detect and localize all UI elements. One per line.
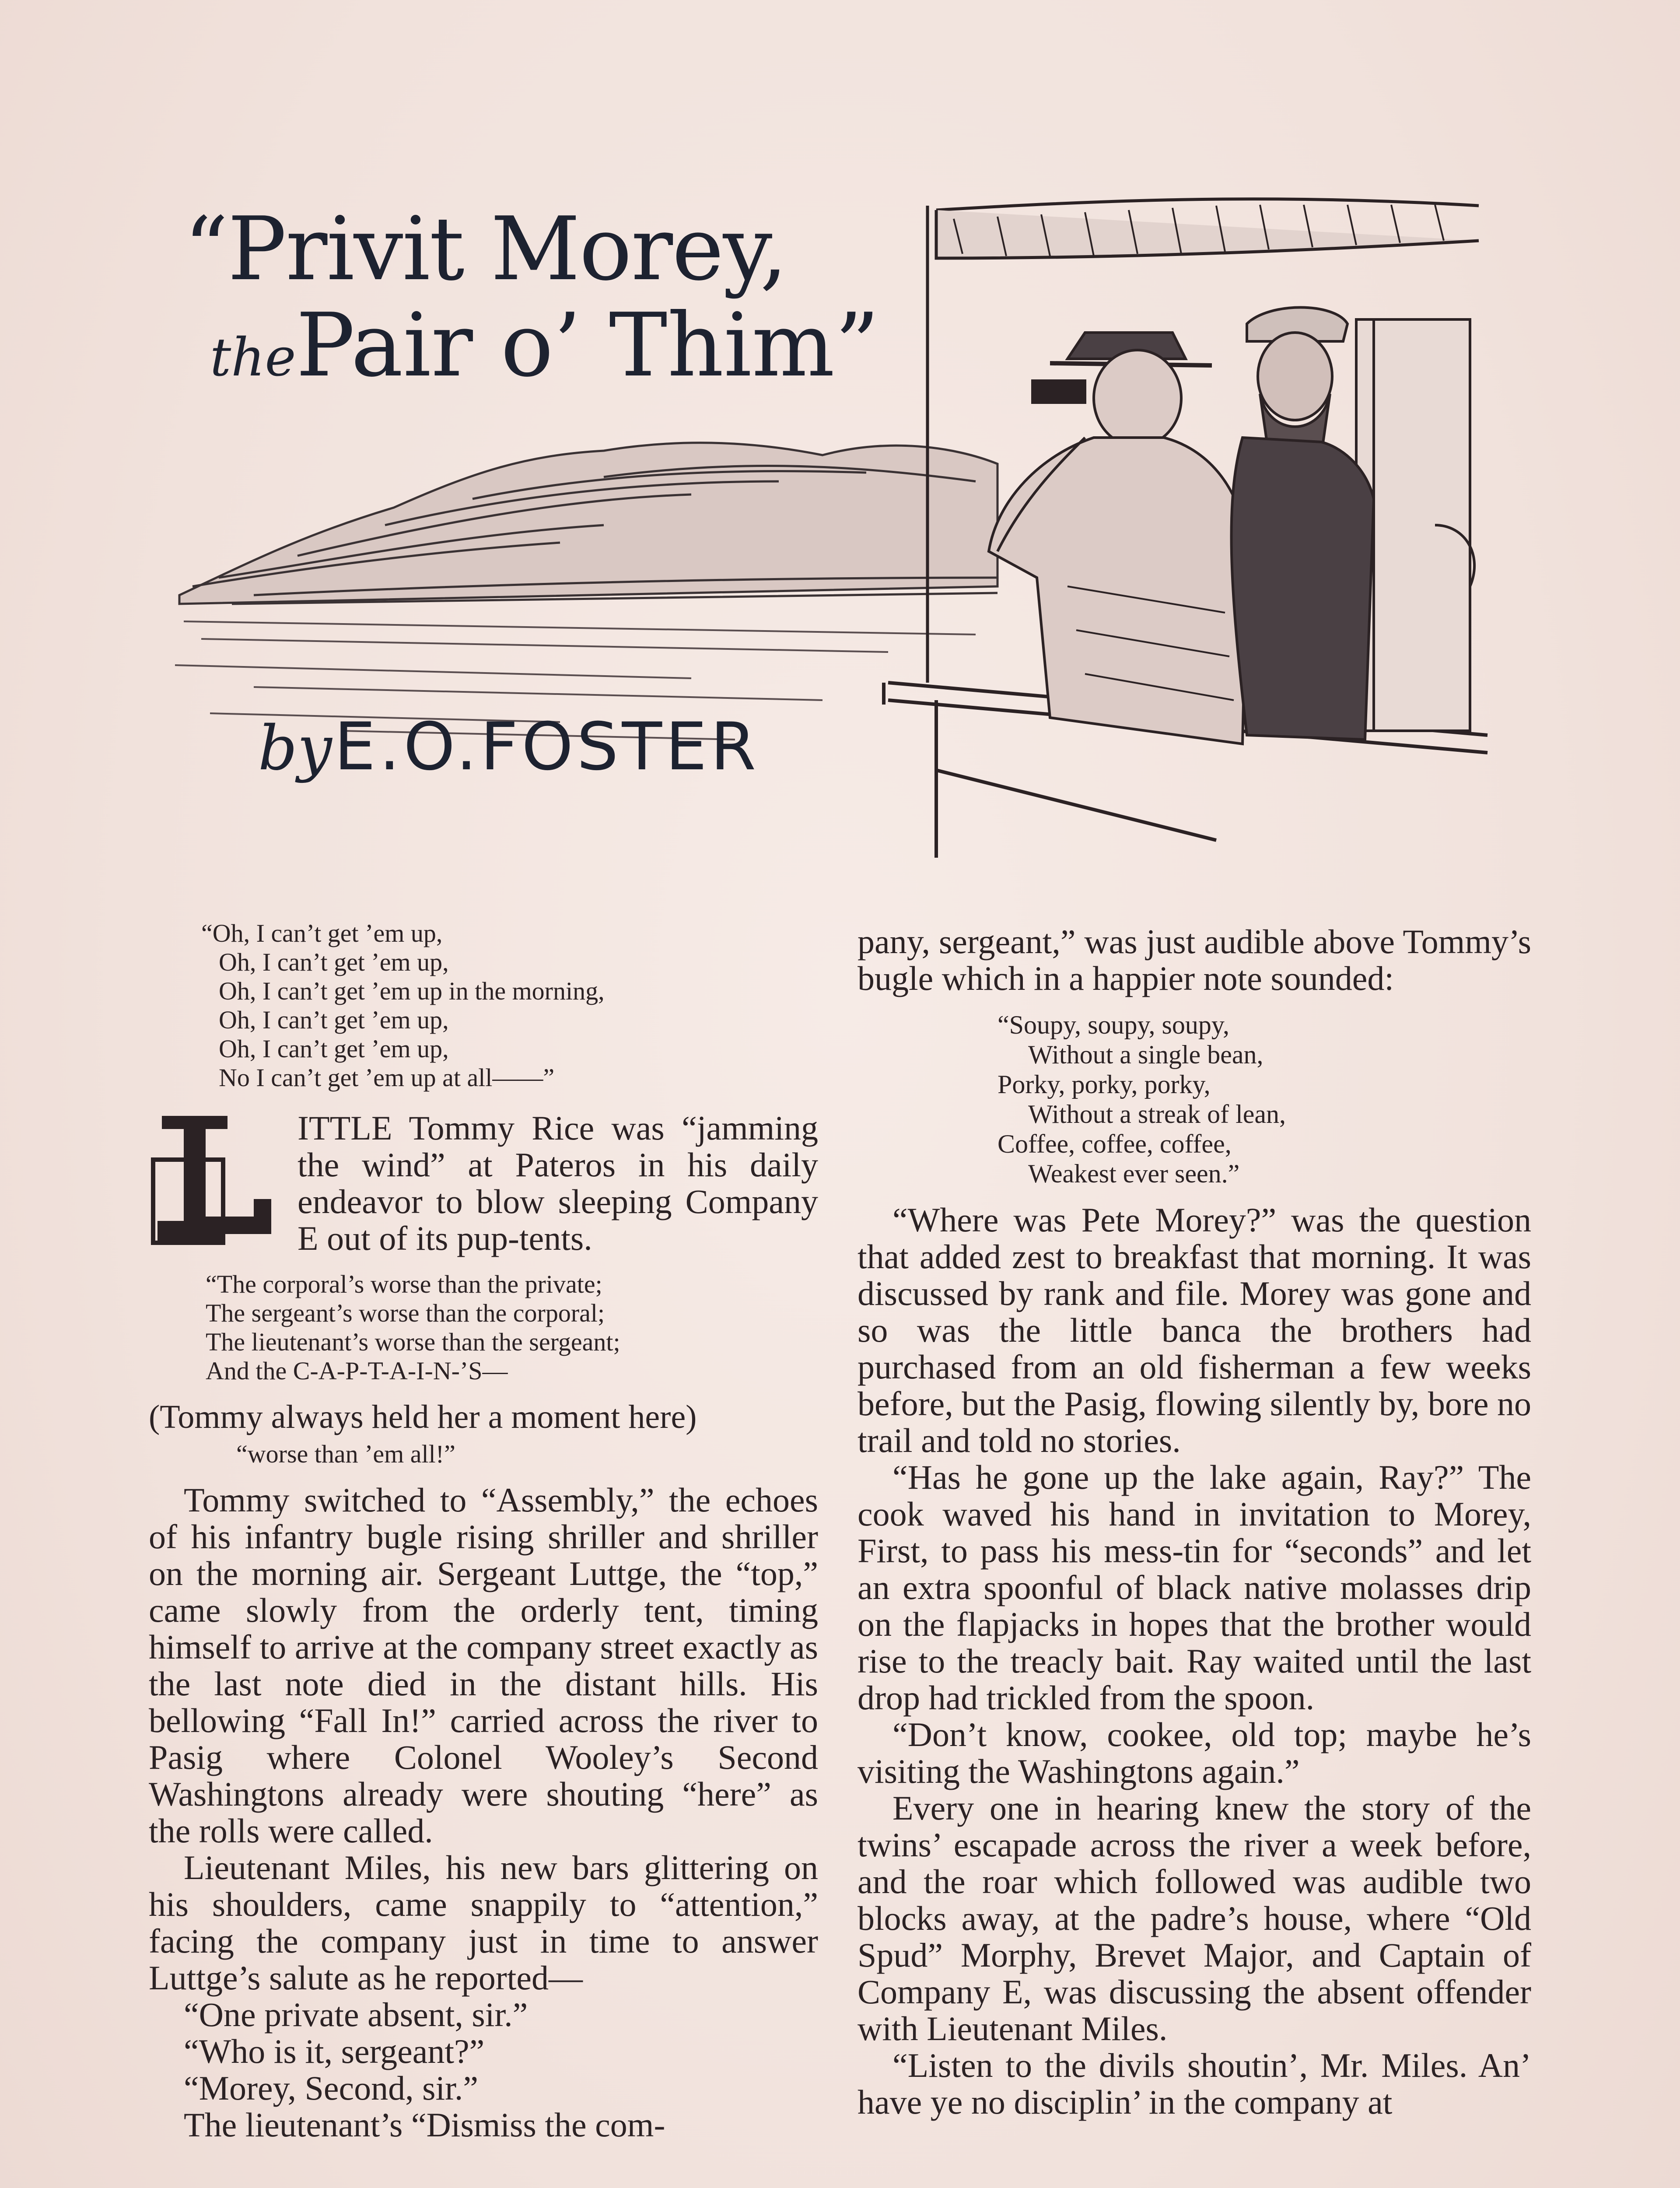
title-main-words: Pair o’ Thim” xyxy=(296,295,880,396)
byline-author: E.O.FOSTER xyxy=(334,709,760,785)
verse-line: Without a streak of lean, xyxy=(1028,1100,1286,1129)
byline xyxy=(258,709,760,785)
aside-quote: “worse than ’em all!” xyxy=(236,1440,455,1468)
verse-line: Porky, porky, porky, xyxy=(998,1070,1211,1099)
verse-line: Oh, I can’t get ’em up, xyxy=(219,1034,449,1063)
paragraph: “Don’t know, cookee, old top; maybe he’s visiting the Washingtons again.” xyxy=(858,1715,1531,1790)
verse-line: “Soupy, soupy, soupy, xyxy=(998,1010,1230,1039)
paragraph: The lieutenant’s “Dismiss the com- xyxy=(184,2106,665,2144)
bearded-man xyxy=(1232,308,1374,740)
opening-verse xyxy=(149,919,818,1092)
title-line-1: “Privit Morey, xyxy=(184,198,787,300)
paragraph: Every one in hearing knew the story of the twins’ escapade across the river a week before, and the roar which followed was audible two blocks away, at the padre’s house, where “Old Spud” Morphy, Brevet Major, and Captain of Company E, was discussing the absent offender with Lieutenant Miles. xyxy=(858,1789,1531,2048)
verse-line: No I can’t get ’em up at all——” xyxy=(219,1063,555,1092)
man-with-binoculars xyxy=(989,333,1247,744)
paragraph: “Where was Pete Morey?” was the question that added zest to breakfast that morning. It was discussed by rank and file. Morey was gone and so was the little banca the brothers had purchased from an old fisherman a few weeks before, but the Pasig, flowing silently by, bore no trail and told no stories. xyxy=(858,1201,1531,1459)
title-article-the: the xyxy=(210,327,296,388)
second-verse xyxy=(149,1270,818,1385)
left-column xyxy=(149,919,818,2143)
right-column xyxy=(858,923,1531,2121)
dropcap-letter-l xyxy=(149,1112,280,1260)
soupy-verse xyxy=(858,1010,1531,1189)
verse-line: The lieutenant’s worse than the sergeant; xyxy=(206,1328,620,1356)
paragraph: pany, sergeant,” was just audible above Tommy’s bugle which in a happier note sounded: xyxy=(858,922,1531,997)
byline-by: by xyxy=(258,713,332,784)
verse-line: Oh, I can’t get ’em up, xyxy=(219,948,449,976)
dialogue-line: “Morey, Second, sir.” xyxy=(184,2069,478,2107)
title-line-2 xyxy=(210,295,971,396)
article-title xyxy=(184,198,971,396)
paragraph: “Listen to the divils shoutin’, Mr. Miles. An’ have ye no disciplin’ in the company at xyxy=(858,2046,1531,2121)
paragraph: Lieutenant Miles, his new bars glittering on his shoulders, came snappily to “attention,” facing the company just in time to answer Luttge’s salute as he reported— xyxy=(149,1848,818,1997)
landscape-hills xyxy=(179,443,998,604)
paragraph: “Has he gone up the lake again, Ray?” The cook waved his hand in invitation to Morey, First, to pass his mess-tin for “seconds” and let an extra spoonful of black native molasses drip on the flapjacks in hopes that the brother would rise to the treacly bait. Ray waited until the last drop had trickled from the spoon. xyxy=(858,1458,1531,1717)
verse-line: Without a single bean, xyxy=(1028,1040,1264,1069)
paragraph: Tommy switched to “Assembly,” the echoes of his infantry bugle rising shriller and shriller on the morning air. Sergeant Luttge, the “top,” came slowly from the orderly tent, timing himself to arrive at the company street exactly as the last note died in the distant hills. His bellowing “Fall In!” carried across the river to Pasig where Colonel Wooley’s Second Washingtons already were shouting “here” as the rolls were called. xyxy=(149,1481,818,1850)
verse-line: “The corporal’s worse than the private; xyxy=(206,1270,602,1298)
verse-line: The sergeant’s worse than the corporal; xyxy=(206,1299,605,1327)
verse-line: Oh, I can’t get ’em up, xyxy=(219,1006,449,1034)
verse-line: “Oh, I can’t get ’em up, xyxy=(201,919,443,947)
dialogue-line: “One private absent, sir.” xyxy=(184,1995,528,2034)
dropcap-paragraph xyxy=(149,1110,818,1257)
dropcap-text: ITTLE Tommy Rice was “jamming the wind” at Pateros in his daily endeavor to blow sleeping Company E out of its pup-tents. xyxy=(298,1109,818,1257)
dialogue-line: “Who is it, sergeant?” xyxy=(184,2032,485,2070)
aside-note: (Tommy always held her a moment here) xyxy=(149,1399,697,1435)
verse-line: And the C-A-P-T-A-I-N-’S— xyxy=(206,1357,508,1385)
verse-line: Weakest ever seen.” xyxy=(1028,1159,1240,1188)
verse-line: Coffee, coffee, coffee, xyxy=(998,1129,1232,1158)
verse-line: Oh, I can’t get ’em up in the morning, xyxy=(219,977,605,1005)
